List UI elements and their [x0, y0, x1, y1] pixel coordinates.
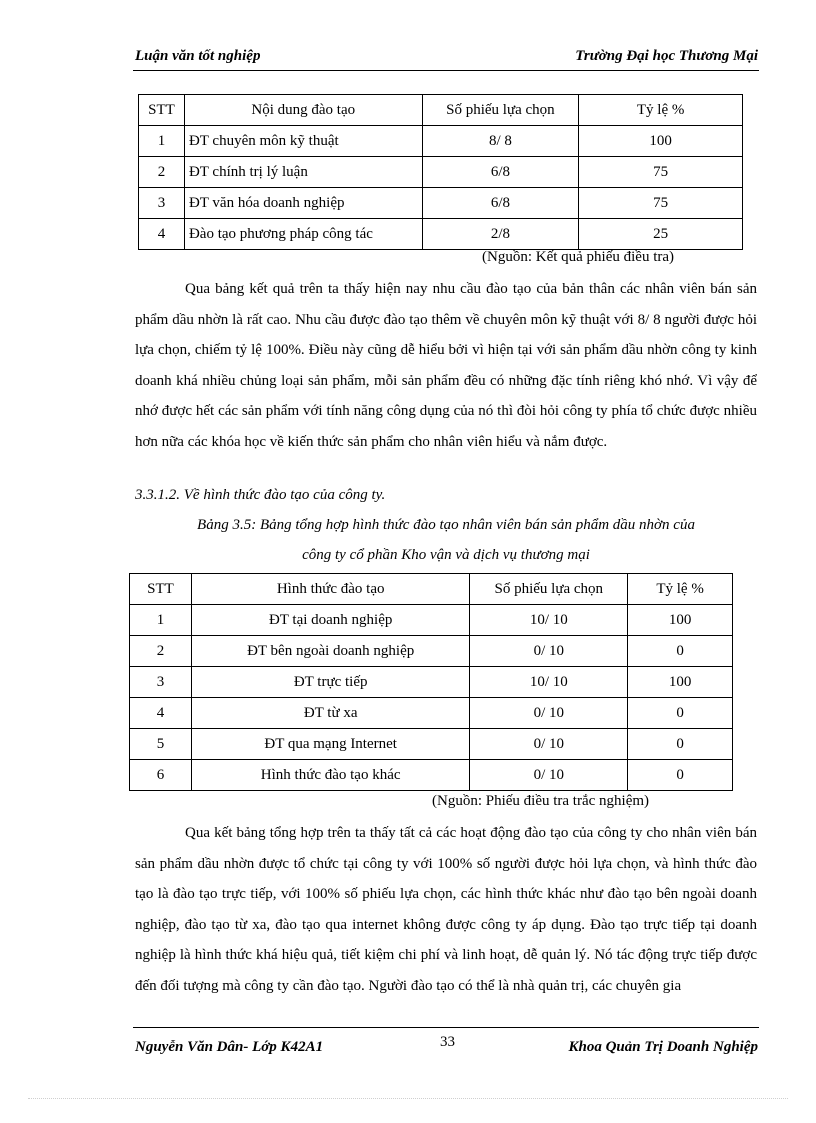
table-row	[130, 760, 733, 791]
section-heading: 3.3.1.2. Về hình thức đào tạo của công ty.	[135, 487, 386, 503]
table-cell: 0	[628, 729, 733, 760]
table-cell: ĐT trực tiếp	[191, 667, 470, 698]
table-cell: 0	[628, 760, 733, 791]
paragraph-1	[135, 274, 757, 457]
table-header-cell: STT	[139, 95, 185, 126]
paragraph-2	[135, 818, 757, 1001]
table-training-forms	[129, 573, 733, 791]
table-cell: 2	[130, 636, 192, 667]
table-cell: 0	[628, 636, 733, 667]
table2-caption-line1: Bảng 3.5: Bảng tổng hợp hình thức đào tạo nhân viên bán sản phẩm dầu nhờn của	[197, 517, 695, 533]
table-row	[130, 636, 733, 667]
footer-left: Nguyễn Văn Dân- Lớp K42A1	[135, 1039, 324, 1055]
table-cell: 100	[579, 126, 743, 157]
table-cell: Đào tạo phương pháp công tác	[184, 219, 422, 250]
table-cell: 6	[130, 760, 192, 791]
table-cell: 2	[139, 157, 185, 188]
table-training-content	[138, 94, 743, 250]
table-cell: 10/ 10	[470, 605, 628, 636]
table-header-cell: Tỷ lệ %	[579, 95, 743, 126]
table-cell: 6/8	[422, 157, 579, 188]
table-cell: 10/ 10	[470, 667, 628, 698]
table1-source: (Nguồn: Kết quả phiếu điều tra)	[482, 249, 675, 265]
table-row	[139, 188, 743, 219]
table-cell: ĐT chuyên môn kỹ thuật	[184, 126, 422, 157]
table-row	[130, 667, 733, 698]
table-cell: 75	[579, 157, 743, 188]
table-cell: ĐT văn hóa doanh nghiệp	[184, 188, 422, 219]
table-header-cell: Hình thức đào tạo	[191, 574, 470, 605]
table-cell: 0/ 10	[470, 698, 628, 729]
table-cell: 8/ 8	[422, 126, 579, 157]
table-cell: 4	[139, 219, 185, 250]
table-cell: 0/ 10	[470, 729, 628, 760]
table-row	[130, 698, 733, 729]
table-row	[139, 219, 743, 250]
table-row	[139, 157, 743, 188]
header-right: Trường Đại học Thương Mại	[575, 48, 758, 64]
header-rule	[133, 70, 759, 71]
table2-caption-line2: công ty cổ phần Kho vận và dịch vụ thương mại	[302, 547, 590, 563]
table-row	[139, 126, 743, 157]
table-row	[130, 729, 733, 760]
table-header-cell: Nội dung đào tạo	[184, 95, 422, 126]
table-header-cell: Tỷ lệ %	[628, 574, 733, 605]
table-cell: ĐT tại doanh nghiệp	[191, 605, 470, 636]
table-cell: 100	[628, 667, 733, 698]
table-header-row	[130, 574, 733, 605]
table-cell: 1	[130, 605, 192, 636]
table-cell: 6/8	[422, 188, 579, 219]
table-cell: 3	[139, 188, 185, 219]
table-cell: 3	[130, 667, 192, 698]
table2-source: (Nguồn: Phiếu điều tra trắc nghiệm)	[432, 793, 650, 809]
table-cell: ĐT chính trị lý luận	[184, 157, 422, 188]
table-header-cell: STT	[130, 574, 192, 605]
table-cell: 1	[139, 126, 185, 157]
paragraph-1-text: Qua bảng kết quả trên ta thấy hiện nay nhu cầu đào tạo của bản thân các nhân viên bán sản phẩm dầu nhờn là rất cao. Nhu cầu được đào tạo thêm về chuyên môn kỹ thuật với 8/ 8 người được hỏi lựa chọn, chiếm tỷ lệ 100%. Điều này cũng dễ hiểu bởi vì hiện tại với sản phẩm dầu nhờn công ty kinh doanh khá nhiều chủng loại sản phẩm, mỗi sản phẩm đều có những đặc tính riêng khó nhớ. Vì vậy để nhớ được hết các sản phẩm với tính năng công dụng của nó thì đòi hỏi công ty phía tổ chức được nhiều hơn nữa các khóa học về kiến thức sản phẩm cho nhân viên hiểu và nắm được.	[135, 281, 757, 450]
table-cell: ĐT bên ngoài doanh nghiệp	[191, 636, 470, 667]
table-header-row	[139, 95, 743, 126]
header-left: Luận văn tốt nghiệp	[135, 48, 261, 64]
paragraph-2-text: Qua kết bảng tổng hợp trên ta thấy tất cả các hoạt động đào tạo của công ty cho nhân viên bán sản phẩm dầu nhờn được tổ chức tại công ty với 100% số người được hỏi lựa chọn, và hình thức đào tạo là đào tạo trực tiếp, với 100% số phiếu lựa chọn, các hình thức khác như đào tạo bên ngoài doanh nghiệp, đào tạo từ xa, đào tạo qua internet không được công ty áp dụng. Đào tạo trực tiếp tại doanh nghiệp là hình thức khá hiệu quả, tiết kiệm chi phí và linh hoạt, dễ quản lý. Nó tác động trực tiếp được đến đối tượng mà công ty cần đào tạo. Người đào tạo có thể là nhà quản trị, các chuyên gia	[135, 825, 757, 994]
table-cell: 4	[130, 698, 192, 729]
table-cell: 0/ 10	[470, 636, 628, 667]
page-edge	[28, 1098, 788, 1099]
table-cell: 75	[579, 188, 743, 219]
table-row	[130, 605, 733, 636]
page-number: 33	[440, 1034, 455, 1050]
table-cell: Hình thức đào tạo khác	[191, 760, 470, 791]
footer-rule	[133, 1027, 759, 1028]
footer-right: Khoa Quản Trị Doanh Nghiệp	[568, 1039, 758, 1055]
table-header-cell: Số phiếu lựa chọn	[422, 95, 579, 126]
table-cell: ĐT qua mạng Internet	[191, 729, 470, 760]
table-cell: 100	[628, 605, 733, 636]
table-cell: 25	[579, 219, 743, 250]
table-cell: 0/ 10	[470, 760, 628, 791]
table-cell: 0	[628, 698, 733, 729]
table-cell: ĐT từ xa	[191, 698, 470, 729]
table-header-cell: Số phiếu lựa chọn	[470, 574, 628, 605]
table-cell: 5	[130, 729, 192, 760]
table-cell: 2/8	[422, 219, 579, 250]
